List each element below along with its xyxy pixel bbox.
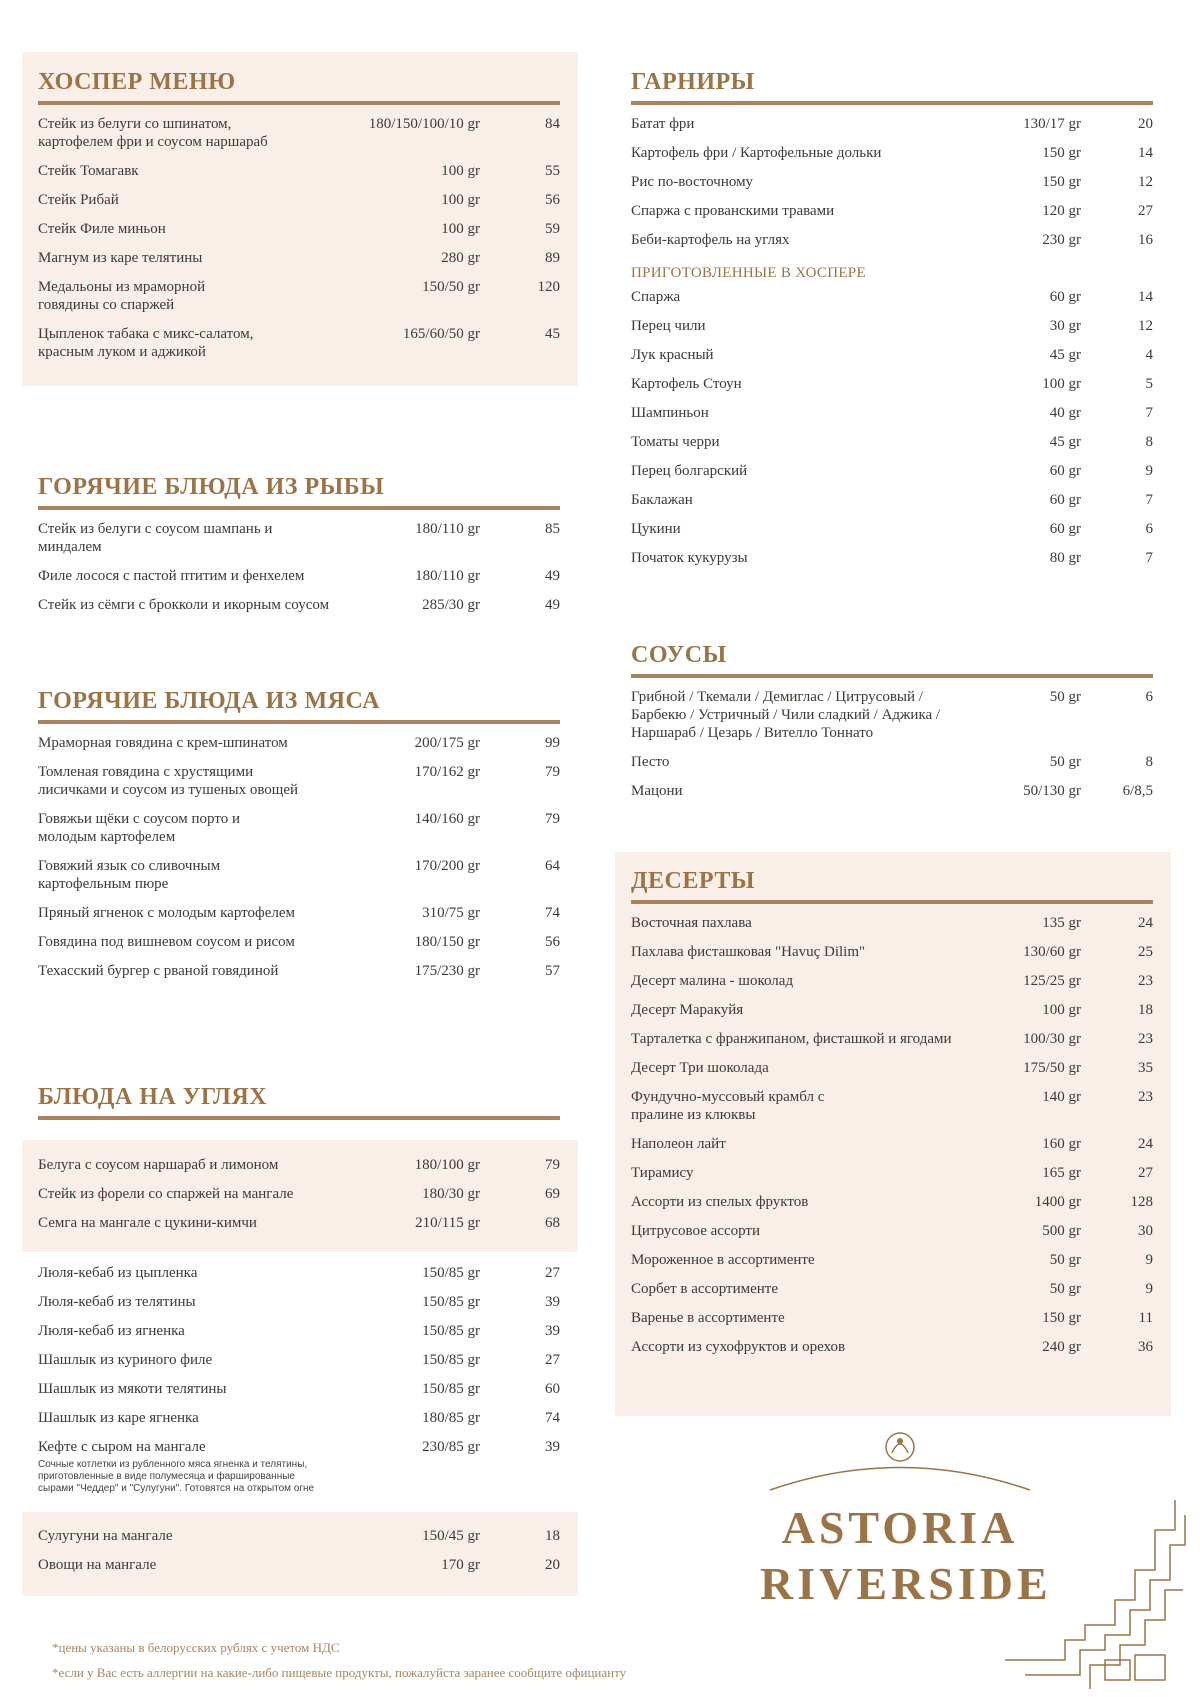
grill-group-2 — [38, 1264, 560, 1503]
item-weight: 180/150/100/10 gr — [368, 116, 480, 132]
item-price: 35 — [1138, 1060, 1153, 1076]
hosper-list — [38, 115, 560, 361]
item-price: 120 — [537, 279, 560, 295]
item-price: 49 — [545, 597, 560, 613]
item-price: 18 — [1138, 1002, 1153, 1018]
item-price: 14 — [1138, 145, 1153, 161]
item-name: Кефте с сыром на мангале — [38, 1439, 206, 1455]
item-price: 16 — [1138, 232, 1153, 248]
item-price: 8 — [1145, 434, 1153, 450]
hosper-section — [38, 67, 560, 372]
item-name: Перец болгарский — [631, 463, 748, 479]
item-name: Стейк из белуги с соусом шампань и миндалем — [38, 521, 273, 555]
item-name: Рис по-восточному — [631, 174, 754, 190]
item-weight: 240 gr — [1042, 1339, 1081, 1355]
grill-group-1 — [38, 1156, 560, 1243]
item-weight: 120 gr — [1042, 203, 1081, 219]
sides-section — [631, 67, 1153, 578]
item-weight: 60 gr — [1049, 289, 1081, 305]
item-price: 64 — [545, 858, 560, 874]
item-weight: 60 gr — [1049, 492, 1081, 508]
item-weight: 130/17 gr — [1023, 116, 1081, 132]
menu-item — [631, 1059, 1153, 1077]
desserts-title: ДЕСЕРТЫ — [631, 868, 755, 894]
item-weight: 60 gr — [1049, 521, 1081, 537]
item-price: 79 — [545, 764, 560, 780]
item-name: Томленая говядина с хрустящими лисичками и соусом из тушеных овощей — [38, 764, 299, 798]
menu-item — [631, 914, 1153, 932]
menu-item — [38, 763, 560, 799]
meat-section — [38, 686, 560, 991]
kefte-description: Сочные котлетки из рубленного мяса ягненка и телятины, приготовленные в виде полумесяца и фаршированные сырами "Чеддер" и "Сулугуни". Готовятся на открытом огне — [38, 1459, 315, 1494]
item-name: Спаржа — [631, 289, 681, 305]
menu-item — [38, 962, 560, 980]
hosper-divider — [38, 101, 560, 105]
grill-title: БЛЮДА НА УГЛЯХ — [38, 1084, 268, 1110]
item-price: 5 — [1145, 376, 1153, 392]
item-price: 12 — [1138, 174, 1153, 190]
menu-item — [631, 972, 1153, 990]
menu-item — [38, 810, 560, 846]
footnote-vat: *цены указаны в белорусских рублях с учетом НДС — [52, 1640, 340, 1655]
sauces-divider — [631, 674, 1153, 678]
item-price: 27 — [545, 1352, 560, 1368]
item-weight: 45 gr — [1049, 434, 1081, 450]
item-price: 23 — [1138, 1089, 1153, 1105]
item-price: 27 — [545, 1265, 560, 1281]
item-weight: 160 gr — [1042, 1136, 1081, 1152]
item-price: 25 — [1138, 944, 1153, 960]
item-name: Мацони — [631, 783, 683, 799]
item-weight: 100 gr — [441, 192, 480, 208]
item-price: 69 — [545, 1186, 560, 1202]
item-name: Фундучно-муссовый крамбл с пралине из клюквы — [631, 1089, 825, 1123]
decorative-lines-icon — [1005, 1490, 1195, 1690]
item-weight: 130/60 gr — [1023, 944, 1081, 960]
menu-item — [631, 144, 1153, 162]
item-weight: 150 gr — [1042, 1310, 1081, 1326]
item-name: Десерт малина - шоколад — [631, 973, 794, 989]
item-price: 49 — [545, 568, 560, 584]
menu-item — [631, 375, 1153, 393]
item-price: 9 — [1145, 1252, 1153, 1268]
item-name: Сорбет в ассортименте — [631, 1281, 778, 1297]
item-price: 24 — [1138, 915, 1153, 931]
item-name: Наполеон лайт — [631, 1136, 726, 1152]
item-name: Филе лосося с пастой птитим и фенхелем — [38, 568, 305, 584]
menu-item — [631, 462, 1153, 480]
item-weight: 230 gr — [1042, 232, 1081, 248]
menu-item — [38, 933, 560, 951]
item-price: 36 — [1138, 1339, 1153, 1355]
item-weight: 150/85 gr — [422, 1323, 480, 1339]
logo-line-1: ASTORIA — [781, 1502, 1019, 1553]
item-weight: 310/75 gr — [422, 905, 480, 921]
item-name: Цукини — [631, 521, 681, 537]
item-weight: 40 gr — [1049, 405, 1081, 421]
item-price: 27 — [1138, 203, 1153, 219]
menu-item — [38, 520, 560, 556]
menu-item — [38, 1293, 560, 1311]
menu-item — [631, 1309, 1153, 1327]
menu-item — [631, 549, 1153, 567]
menu-item — [631, 231, 1153, 249]
hosper-title: ХОСПЕР МЕНЮ — [38, 69, 236, 95]
item-name: Люля-кебаб из цыпленка — [38, 1265, 198, 1281]
menu-item — [38, 1438, 560, 1456]
item-price: 27 — [1138, 1165, 1153, 1181]
menu-item — [38, 1264, 560, 1282]
sauces-list — [631, 688, 1153, 800]
item-name: Говядина под вишневом соусом и рисом — [38, 934, 295, 950]
item-weight: 1400 gr — [1034, 1194, 1081, 1210]
item-name: Стейк из белуги со шпинатом, картофелем фри и соусом наршараб — [38, 116, 268, 150]
item-name: Десерт Маракуйя — [631, 1002, 744, 1018]
item-price: 7 — [1145, 405, 1153, 421]
item-name: Магнум из каре телятины — [38, 250, 203, 266]
item-weight: 180/100 gr — [414, 1157, 480, 1173]
item-price: 11 — [1138, 1310, 1153, 1326]
item-name: Техасский бургер с рваной говядиной — [38, 963, 279, 979]
menu-item — [38, 567, 560, 585]
menu-item — [38, 191, 560, 209]
item-weight: 100/30 gr — [1023, 1031, 1081, 1047]
menu-item — [38, 1527, 560, 1545]
item-weight: 150/85 gr — [422, 1352, 480, 1368]
item-name: Початок кукурузы — [631, 550, 748, 566]
item-price: 6 — [1145, 521, 1153, 537]
menu-item — [631, 1164, 1153, 1182]
item-name: Люля-кебаб из ягненка — [38, 1323, 185, 1339]
menu-item — [38, 249, 560, 267]
menu-item — [631, 1135, 1153, 1153]
item-name: Стейк Томагавк — [38, 163, 139, 179]
sides-list — [631, 115, 1153, 249]
menu-item — [38, 1185, 560, 1203]
item-price: 56 — [545, 934, 560, 950]
item-name: Батат фри — [631, 116, 695, 132]
item-price: 59 — [545, 221, 560, 237]
item-name: Говяжьи щёки с соусом порто и молодым картофелем — [38, 811, 240, 845]
item-price: 23 — [1138, 973, 1153, 989]
item-weight: 210/115 gr — [415, 1215, 480, 1231]
item-price: 20 — [545, 1557, 560, 1573]
menu-item — [38, 325, 560, 361]
item-weight: 150/85 gr — [422, 1265, 480, 1281]
item-weight: 140 gr — [1042, 1089, 1081, 1105]
astoria-riverside-logo — [760, 1425, 1052, 1612]
item-name: Шампиньон — [631, 405, 709, 421]
item-name: Варенье в ассортименте — [631, 1310, 785, 1326]
item-weight: 230/85 gr — [422, 1439, 480, 1455]
item-price: 14 — [1138, 289, 1153, 305]
desserts-divider — [631, 900, 1153, 904]
item-weight: 150 gr — [1042, 145, 1081, 161]
item-weight: 150/85 gr — [422, 1294, 480, 1310]
menu-item — [631, 288, 1153, 306]
menu-item — [38, 857, 560, 893]
menu-item — [631, 1338, 1153, 1356]
item-price: 68 — [545, 1215, 560, 1231]
fish-title: ГОРЯЧИЕ БЛЮДА ИЗ РЫБЫ — [38, 474, 385, 500]
item-price: 84 — [545, 116, 560, 132]
item-weight: 165/60/50 gr — [402, 326, 480, 342]
menu-item — [38, 1351, 560, 1369]
item-price: 74 — [545, 1410, 560, 1426]
item-name: Ассорти из спелых фруктов — [631, 1194, 809, 1210]
logo-emblem-icon — [760, 1425, 1040, 1495]
item-price: 39 — [545, 1323, 560, 1339]
item-price: 60 — [545, 1381, 560, 1397]
item-name: Сулугуни на мангале — [38, 1528, 173, 1544]
item-name: Медальоны из мраморной говядины со спаржей — [38, 279, 206, 313]
item-price: 89 — [545, 250, 560, 266]
menu-item — [631, 1030, 1153, 1048]
item-weight: 150/45 gr — [422, 1528, 480, 1544]
fish-divider — [38, 506, 560, 510]
menu-item — [631, 1222, 1153, 1240]
item-price: 4 — [1145, 347, 1153, 363]
menu-item — [38, 1556, 560, 1574]
item-name: Стейк из сёмги с брокколи и икорным соусом — [38, 597, 330, 613]
item-price: 8 — [1145, 754, 1153, 770]
item-price: 7 — [1145, 550, 1153, 566]
item-weight: 500 gr — [1042, 1223, 1081, 1239]
menu-item — [631, 404, 1153, 422]
item-price: 56 — [545, 192, 560, 208]
item-weight: 180/110 gr — [415, 521, 480, 537]
item-weight: 200/175 gr — [414, 735, 480, 751]
item-price: 23 — [1138, 1031, 1153, 1047]
item-weight: 150/85 gr — [422, 1381, 480, 1397]
menu-item — [38, 596, 560, 614]
item-price: 9 — [1145, 463, 1153, 479]
item-weight: 180/85 gr — [422, 1410, 480, 1426]
item-price: 6 — [1145, 689, 1153, 705]
menu-item — [631, 115, 1153, 133]
item-name: Белуга с соусом наршараб и лимоном — [38, 1157, 279, 1173]
item-weight: 50 gr — [1049, 689, 1081, 705]
item-price: 45 — [545, 326, 560, 342]
item-name: Тирамису — [631, 1165, 694, 1181]
menu-item — [38, 220, 560, 238]
menu-item — [38, 904, 560, 922]
item-price: 9 — [1145, 1281, 1153, 1297]
fish-list — [38, 520, 560, 614]
menu-item — [631, 491, 1153, 509]
menu-item — [631, 1193, 1153, 1211]
item-price: 57 — [545, 963, 560, 979]
item-weight: 50 gr — [1049, 1281, 1081, 1297]
item-weight: 135 gr — [1042, 915, 1081, 931]
sides-title: ГАРНИРЫ — [631, 69, 755, 95]
menu-item — [631, 202, 1153, 220]
menu-item — [631, 688, 1153, 742]
item-weight: 285/30 gr — [422, 597, 480, 613]
fish-section — [38, 472, 560, 625]
menu-item — [631, 520, 1153, 538]
grill-section — [38, 1082, 560, 1120]
item-name: Спаржа с прованскими травами — [631, 203, 835, 219]
item-weight: 180/110 gr — [415, 568, 480, 584]
menu-item — [631, 1280, 1153, 1298]
menu-item — [38, 1322, 560, 1340]
hosper-sides-list — [631, 288, 1153, 567]
menu-item — [631, 317, 1153, 335]
grill-group-3 — [38, 1527, 560, 1585]
menu-item — [38, 1380, 560, 1398]
meat-title: ГОРЯЧИЕ БЛЮДА ИЗ МЯСА — [38, 688, 380, 714]
item-weight: 180/150 gr — [414, 934, 480, 950]
item-name: Пахлава фисташковая "Havuç Dilim" — [631, 944, 866, 960]
item-name: Цитрусовое ассорти — [631, 1223, 760, 1239]
item-weight: 100 gr — [441, 163, 480, 179]
item-price: 20 — [1138, 116, 1153, 132]
item-name: Ассорти из сухофруктов и орехов — [631, 1339, 846, 1355]
item-weight: 45 gr — [1049, 347, 1081, 363]
item-price: 55 — [545, 163, 560, 179]
item-name: Песто — [631, 754, 670, 770]
meat-divider — [38, 720, 560, 724]
item-name: Пряный ягненок с молодым картофелем — [38, 905, 296, 921]
sauces-section — [631, 640, 1153, 811]
item-name: Тарталетка с франжипаном, фисташкой и ягодами — [631, 1031, 952, 1047]
item-name: Семга на мангале с цукини-кимчи — [38, 1215, 257, 1231]
menu-item — [38, 115, 560, 151]
item-name: Шашлык из куриного филе — [38, 1352, 213, 1368]
item-price: 128 — [1130, 1194, 1153, 1210]
menu-item — [38, 1214, 560, 1232]
meat-list — [38, 734, 560, 980]
item-name: Люля-кебаб из телятины — [38, 1294, 196, 1310]
item-price: 18 — [545, 1528, 560, 1544]
menu-item — [38, 278, 560, 314]
item-weight: 100 gr — [441, 221, 480, 237]
item-price: 24 — [1138, 1136, 1153, 1152]
logo-line-2: RIVERSIDE — [760, 1558, 1052, 1609]
item-weight: 175/230 gr — [414, 963, 480, 979]
item-name: Мороженное в ассортименте — [631, 1252, 815, 1268]
menu-item — [631, 782, 1153, 800]
item-weight: 150 gr — [1042, 174, 1081, 190]
grill-list-3 — [38, 1527, 560, 1574]
menu-item — [38, 162, 560, 180]
item-price: 85 — [545, 521, 560, 537]
item-price: 7 — [1145, 492, 1153, 508]
item-name: Шашлык из мякоти телятины — [38, 1381, 227, 1397]
item-name: Десерт Три шоколада — [631, 1060, 769, 1076]
item-name: Томаты черри — [631, 434, 720, 450]
item-price: 74 — [545, 905, 560, 921]
item-name: Картофель фри / Картофельные дольки — [631, 145, 882, 161]
item-price: 6/8,5 — [1122, 783, 1153, 799]
item-name: Стейк из форели со спаржей на мангале — [38, 1186, 294, 1202]
menu-item — [38, 1156, 560, 1174]
menu-item — [631, 1088, 1153, 1124]
grill-divider — [38, 1116, 560, 1120]
grill-list-1 — [38, 1156, 560, 1232]
item-name: Стейк Филе миньон — [38, 221, 166, 237]
item-price: 39 — [545, 1439, 560, 1455]
item-name: Говяжий язык со сливочным картофельным пюре — [38, 858, 221, 892]
item-name: Перец чили — [631, 318, 706, 334]
menu-item — [631, 433, 1153, 451]
item-weight: 80 gr — [1049, 550, 1081, 566]
item-weight: 180/30 gr — [422, 1186, 480, 1202]
item-weight: 170 gr — [441, 1557, 480, 1573]
item-name: Картофель Стоун — [631, 376, 742, 392]
item-price: 79 — [545, 811, 560, 827]
item-name: Грибной / Ткемали / Демиглас / Цитрусовый / Барбекю / Устричный / Чили сладкий / Аджика / Наршараб / Цезарь / Вителло Тоннато — [631, 689, 941, 741]
item-weight: 50 gr — [1049, 1252, 1081, 1268]
menu-item — [631, 943, 1153, 961]
item-price: 12 — [1138, 318, 1153, 334]
item-name: Стейк Рибай — [38, 192, 119, 208]
menu-item — [38, 734, 560, 752]
item-weight: 50 gr — [1049, 754, 1081, 770]
sides-divider — [631, 101, 1153, 105]
item-weight: 280 gr — [441, 250, 480, 266]
item-name: Баклажан — [631, 492, 693, 508]
item-weight: 125/25 gr — [1023, 973, 1081, 989]
item-price: 39 — [545, 1294, 560, 1310]
item-weight: 165 gr — [1042, 1165, 1081, 1181]
item-weight: 175/50 gr — [1023, 1060, 1081, 1076]
item-price: 99 — [545, 735, 560, 751]
desserts-list — [631, 914, 1153, 1356]
item-weight: 100 gr — [1042, 1002, 1081, 1018]
item-weight: 170/162 gr — [414, 764, 480, 780]
item-name: Восточная пахлава — [631, 915, 752, 931]
item-name: Мраморная говядина с крем-шпинатом — [38, 735, 288, 751]
item-price: 79 — [545, 1157, 560, 1173]
menu-item — [631, 1251, 1153, 1269]
menu-item — [631, 173, 1153, 191]
item-weight: 50/130 gr — [1023, 783, 1081, 799]
item-name: Овощи на мангале — [38, 1557, 157, 1573]
item-name: Цыпленок табака с микс-салатом, красным луком и аджикой — [38, 326, 254, 360]
item-weight: 30 gr — [1049, 318, 1081, 334]
item-weight: 140/160 gr — [414, 811, 480, 827]
item-weight: 150/50 gr — [422, 279, 480, 295]
menu-item — [631, 346, 1153, 364]
item-name: Лук красный — [631, 347, 714, 363]
item-price: 30 — [1138, 1223, 1153, 1239]
menu-item — [631, 1001, 1153, 1019]
item-weight: 60 gr — [1049, 463, 1081, 479]
menu-item — [631, 753, 1153, 771]
desserts-section — [631, 866, 1153, 1367]
footnote-allergy: *если у Вас есть аллергии на какие-либо пищевые продукты, пожалуйста заранее сообщите официанту — [52, 1665, 627, 1680]
item-weight: 100 gr — [1042, 376, 1081, 392]
item-name: Шашлык из каре ягненка — [38, 1410, 199, 1426]
item-weight: 170/200 gr — [414, 858, 480, 874]
grill-list-2 — [38, 1264, 560, 1456]
sauces-title: СОУСЫ — [631, 642, 727, 668]
hosper-sides-subtitle: ПРИГОТОВЛЕННЫЕ В ХОСПЕРЕ — [631, 265, 866, 281]
menu-item — [38, 1409, 560, 1427]
item-name: Беби-картофель на углях — [631, 232, 790, 248]
